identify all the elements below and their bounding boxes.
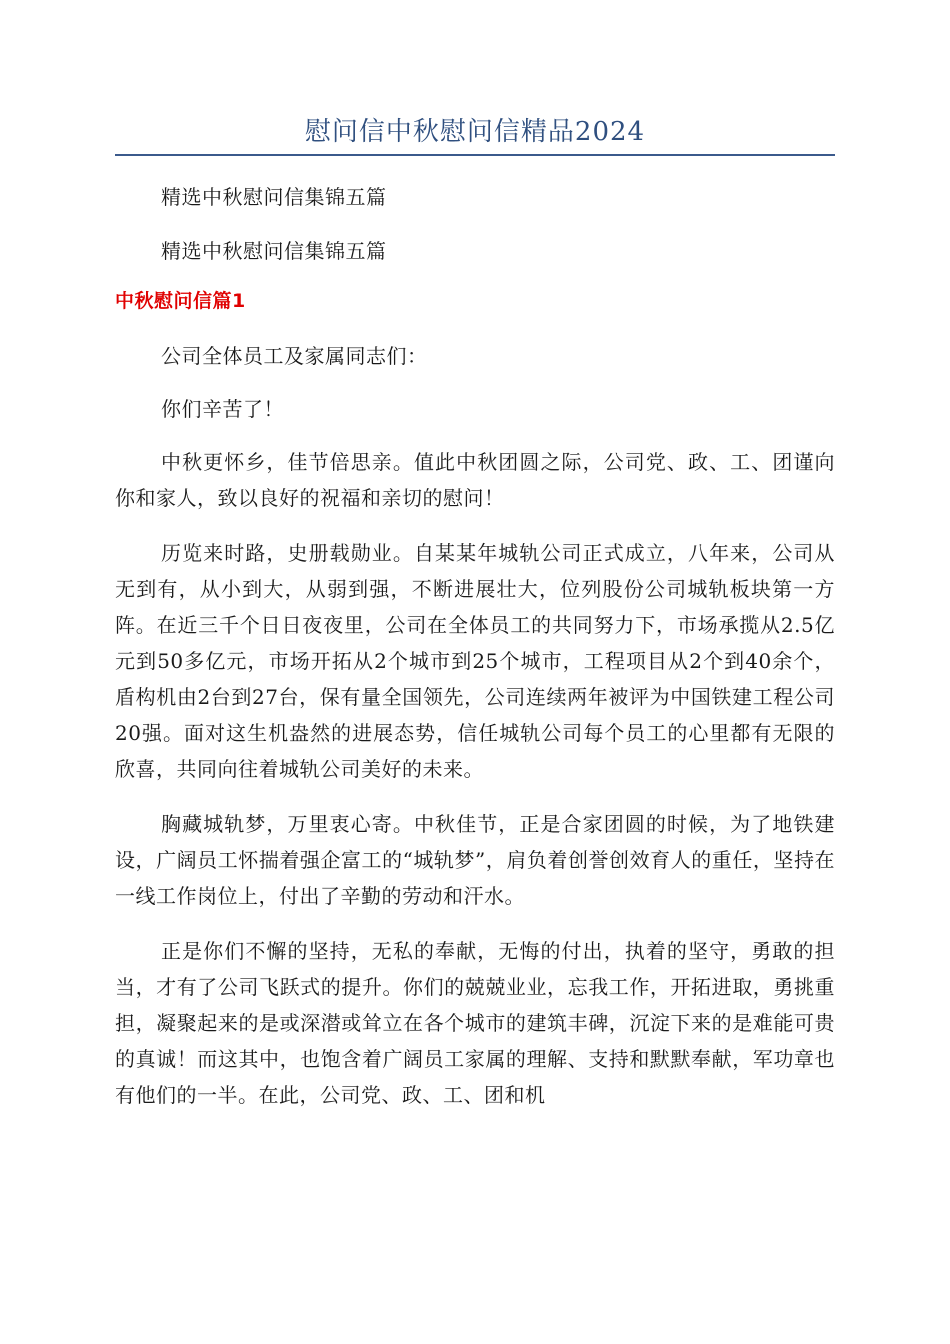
salutation-paragraph: 公司全体员工及家属同志们： <box>161 344 428 368</box>
subtitle-1: 精选中秋慰问信集锦五篇 <box>161 185 387 209</box>
body-paragraph: 历览来时路，史册载勋业。自某某年城轨公司正式成立，八年来，公司从无到有，从小到大，从弱到强，不断进展壮大，位列股份公司城轨板块第一方阵。在近三千个日日夜夜里，公司在全体员工的共同努力下，市场承揽从2.5亿元到50多亿元，市场开拓从2个城市到25个城市，工程项目从2个到40余个，盾构机由2台到27台，保有量全国领先，公司连续两年被评为中国铁建工程公司20强。面对这生机盎然的进展态势，信任城轨公司每个员工的心里都有无限的欣喜，共同向往着城轨公司美好的未来。 <box>115 541 835 781</box>
document-title: 慰问信中秋慰问信精品2024 <box>304 117 646 147</box>
subtitle-2: 精选中秋慰问信集锦五篇 <box>161 239 387 263</box>
greeting-paragraph: 你们辛苦了！ <box>161 397 284 421</box>
body-paragraph: 正是你们不懈的坚持，无私的奉献，无悔的付出，执着的坚守，勇敢的担当，才有了公司飞跃式的提升。你们的兢兢业业，忘我工作，开拓进取，勇挑重担，凝聚起来的是或深潜或耸立在各个城市的建筑丰碑，沉淀下来的是难能可贵的真诚！而这其中，也饱含着广阔员工家属的理解、支持和默默奉献，军功章也有他们的一半。在此，公司党、政、工、团和机 <box>115 939 835 1107</box>
document-page <box>115 112 835 1113</box>
section-heading: 中秋慰问信篇1 <box>115 290 246 312</box>
body-paragraph: 胸藏城轨梦，万里衷心寄。中秋佳节，正是合家团圆的时候，为了地铁建设，广阔员工怀揣着强企富工的“城轨梦”，肩负着创誉创效育人的重任，坚持在一线工作岗位上，付出了辛勤的劳动和汗水。 <box>115 812 835 908</box>
body-paragraph: 中秋更怀乡，佳节倍思亲。值此中秋团圆之际，公司党、政、工、团谨向你和家人，致以良好的祝福和亲切的慰问！ <box>115 450 835 510</box>
title-underline <box>115 154 835 156</box>
